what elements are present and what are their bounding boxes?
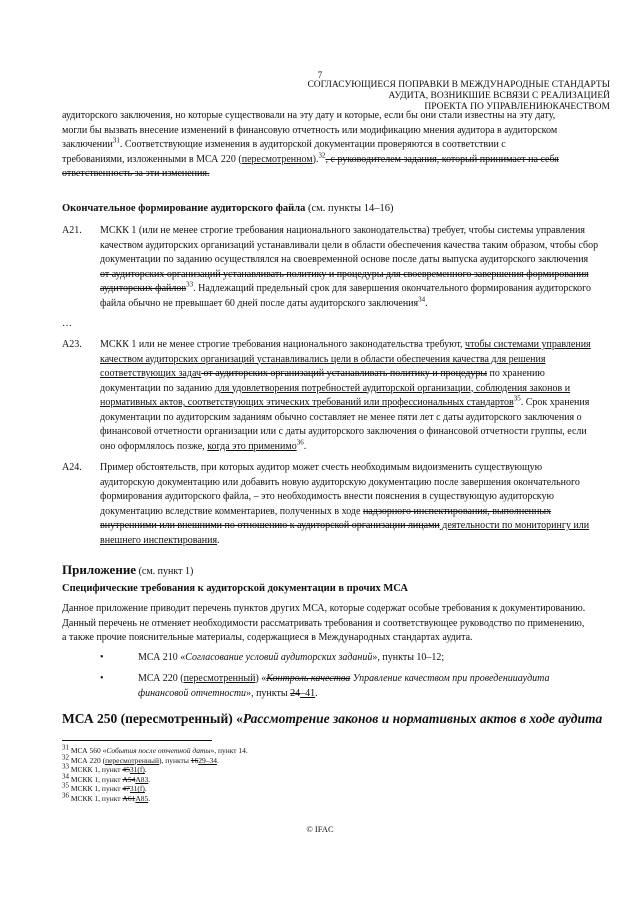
text-line: аудиторского заключения, но которые существовали на эту дату и которые, если бы они стали известны на эту дату, [62, 110, 556, 121]
text-line: Данный перечень не отменяет необходимости рассматривать требования и соответствующее руководство по применению, [62, 617, 585, 629]
paragraph-text: МСКК 1 или не менее строгие требования национального законодательства требуют, чтобы системами управления качеством аудиторских организаций устанавливались цели в области обеспечения качества для решения соответствующих задач от аудиторских организаций устанавливать политику и процедуры по хранению документации по заданию для удовлетворения потребностей аудиторской организации, соблюдения законов и нормативных актов, соответствующих этических требований или профессиональных стандартов$^{35}$. Срок хранения документации по аудиторским заданиям обычно составляет не менее пяти лет с даты аудиторского заключения о финансовой отчетности организации или с даты аудиторского заключения о финансовой отчетности группы, если оно оформлялось позже, когда это применимо$^{36}$. [100, 339, 591, 452]
text-line: а также прочие пояснительные материалы, содержащиеся в Международных стандартах аудита. [62, 632, 473, 643]
footnote-divider [62, 740, 212, 741]
list-item-isa210: • МСА 210 «Согласование условий аудиторских заданий», пункты 10–12; [100, 651, 615, 666]
bullet-icon: • [100, 673, 104, 684]
footnote: $^{35}$ МСКК 1, пункт 4731(f). [62, 781, 147, 794]
bullet-icon: • [100, 652, 104, 663]
footnote: $^{36}$ МСКК 1, пункт А61А85. [62, 791, 151, 803]
paragraph-a24 [62, 461, 617, 548]
list-item-isa220: • МСА 220 (пересмотренный) «Контроль качества Управление качеством при проведенииаудита финансовой отчетности», пункты 24–41. [100, 673, 550, 699]
paragraph-number: A23. [62, 339, 82, 350]
header-line-1: СОГЛАСУЮЩИЕСЯ ПОПРАВКИ В МЕЖДУНАРОДНЫЕ СТАНДАРТЫ [307, 80, 610, 90]
text-line: Данное приложение приводит перечень пунктов других МСА, которые содержат особые требования к документированию. [62, 603, 586, 614]
ellipsis: … [62, 318, 72, 329]
text-line: заключении$^{31}$. Соответствующие изменения в аудиторской документации проверяются в соответствии с [62, 136, 506, 150]
text-line: могли бы вызвать внесение изменений в финансовую отчетность или модификацию мнения аудитора в аудиторском [62, 124, 558, 136]
text-line: ответственность за эти изменения. [62, 168, 210, 179]
paragraph-text: Пример обстоятельств, при которых аудитор может счесть необходимым видоизменить существующую аудиторскую документацию или добавить новую аудиторскую документацию после завершения окончательного формирования аудиторского файла, – это необходимость внести пояснения в существующую аудиторскую документацию вследствие комментариев, полученных в ходе надзорного инспектирования, выполненных внутренними или внешними по отношению к аудиторской организации лицами деятельности по мониторингу или внешнего инспектирования. [100, 462, 590, 546]
isa250-heading: МСА 250 (пересмотренный) «Рассмотрение законов и нормативных актов в ходе аудита [62, 711, 603, 726]
footnote: $^{31}$ МСА 560 «События после отчетной даты», пункт 14. [62, 743, 248, 755]
appendix-intro-paragraph [62, 602, 617, 646]
intro-paragraph [62, 109, 617, 182]
appendix-heading: Приложение (см. пункт 1) [62, 562, 194, 577]
header-line-3: ПРОЕКТА ПО УПРАВЛЕНИЮКАЧЕСТВОМ [424, 102, 610, 112]
section-heading-file-assembly: Окончательное формирование аудиторского файла (см. пункты 14–16) [62, 203, 394, 214]
paragraph-a23 [62, 338, 617, 454]
footnote: $^{33}$ МСКК 1, пункт 4531(f). [62, 762, 147, 775]
footnotes [62, 743, 248, 804]
text-line: требованиями, изложенными в МСА 220 (пересмотренном).$^{32}$, с руководителем задания, который принимает на себя [62, 151, 559, 165]
footnote: $^{32}$ МСА 220 (пересмотренный), пункты 1629–34. [62, 753, 219, 765]
footnote: $^{34}$ МСКК 1, пункт А54А83. [62, 772, 151, 784]
paragraph-number: A24. [62, 462, 82, 473]
paragraph-a21 [62, 224, 617, 311]
section-heading-specific-requirements: Специфические требования к аудиторской документации в прочих МСА [62, 583, 408, 594]
page-number: 7 [317, 70, 323, 80]
header-line-2: АУДИТА, ВОЗНИКШИЕ ВСВЯЗИ С РЕАЛИЗАЦИЕЙ [388, 91, 610, 101]
paragraph-text: МСКК 1 (или не менее строгие требования национального законодательства) требует, чтобы системы управления качеством аудиторских организаций устанавливали цели в области обеспечения качества таким образом, чтобы сбор документации по заданию осуществлялся на своевременной основе после даты выпуска аудиторского заключения от аудиторских организаций устанавливать политику и процедуры для своевременного завершения формирования аудиторских файлов$^{33}$. Надлежащий предельный срок для завершения окончательного формирования аудиторского файла обычно не превышает 60 дней после даты аудиторского заключения$^{34}$. [100, 225, 599, 309]
copyright: © IFAC [306, 824, 334, 834]
paragraph-number: A21. [62, 225, 82, 236]
